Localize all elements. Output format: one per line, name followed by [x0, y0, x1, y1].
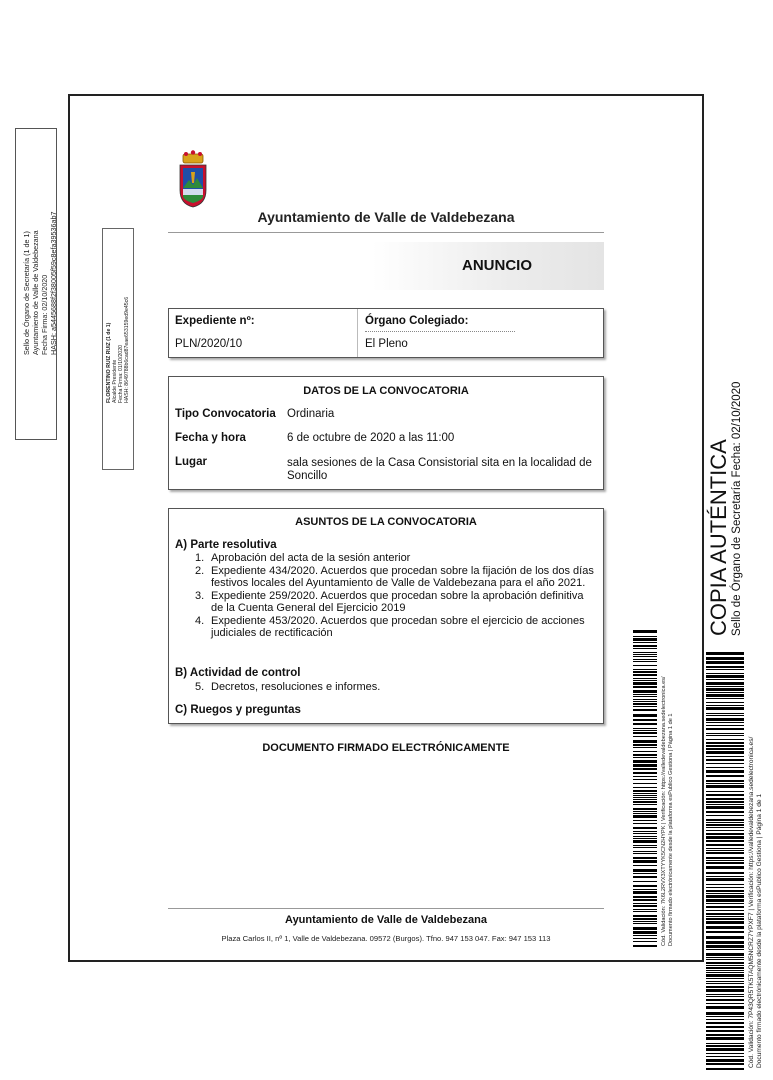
- signature-text: [106, 297, 130, 403]
- title-divider: [168, 232, 604, 233]
- barcode-bar: [706, 1026, 744, 1028]
- barcode-bar: [706, 836, 744, 839]
- barcode-bar: [633, 699, 657, 700]
- barcode-bar: [706, 1043, 744, 1044]
- barcode-bar: [706, 735, 744, 736]
- section-b-list: [195, 681, 595, 694]
- barcode-bar: [706, 876, 744, 877]
- barcode-bar: [706, 866, 744, 869]
- barcode-bar: [706, 751, 744, 754]
- barcode-bar: [633, 823, 657, 824]
- agenda-item-text: Expediente 453/2020. Acuerdos que procedan sobre el ejercicio de acciones judiciales de rectificación: [211, 614, 585, 639]
- barcode-bar: [706, 949, 744, 950]
- barcode-bar: [706, 983, 744, 984]
- barcode-bar: [633, 795, 657, 796]
- barcode-bar: [633, 701, 657, 702]
- barcode-bar: [633, 873, 657, 874]
- barcode-bar: [633, 783, 657, 784]
- barcode-bar: [706, 899, 744, 902]
- outer-validation-text: [748, 737, 764, 1068]
- barcode-bar: [706, 986, 744, 988]
- barcode-bar: [706, 1006, 744, 1009]
- barcode-bar: [706, 996, 744, 997]
- barcode-bar: [633, 903, 657, 904]
- barcode-bar: [633, 654, 657, 655]
- barcode-bar: [706, 815, 744, 816]
- barcode-bar: [633, 645, 657, 647]
- barcode-bar: [706, 872, 744, 874]
- barcode-bar: [706, 694, 744, 697]
- barcode-bar: [633, 804, 657, 805]
- section-a-heading: A) Parte resolutiva: [175, 539, 277, 551]
- barcode-bar: [633, 694, 657, 695]
- agenda-item: [195, 590, 595, 615]
- barcode-bar: [633, 941, 657, 942]
- barcode-bar: [706, 862, 744, 864]
- barcode-bar: [633, 665, 657, 666]
- barcode-bar: [633, 630, 657, 633]
- agenda-item-number: 2.: [195, 564, 205, 577]
- barcode-bar: [706, 1037, 744, 1040]
- barcode-bar: [633, 669, 657, 670]
- barcode-bar: [706, 1034, 744, 1036]
- barcode-bar: [706, 666, 744, 668]
- convocatoria-box: [168, 376, 604, 490]
- barcode-bar: [633, 915, 657, 917]
- barcode-bar: [706, 1063, 744, 1065]
- barcode-bar: [706, 715, 744, 716]
- barcode-bar: [706, 824, 744, 826]
- barcode-bar: [706, 850, 744, 851]
- barcode-bar: [706, 686, 744, 687]
- barcode-bar: [706, 999, 744, 1001]
- barcode-bar: [706, 1053, 744, 1054]
- barcode-bar: [706, 848, 744, 849]
- barcode-bar: [706, 941, 744, 944]
- barcode-bar: [633, 836, 657, 837]
- barcode-bar: [633, 820, 657, 821]
- barcode-bar: [706, 945, 744, 948]
- barcode-bar: [706, 770, 744, 773]
- left-seal-box: [15, 128, 57, 440]
- barcode-bar: [633, 938, 657, 939]
- barcode-bar: [706, 1048, 744, 1051]
- agenda-item-number: 4.: [195, 614, 205, 627]
- barcode-bar: [706, 1012, 744, 1015]
- barcode-bar: [633, 680, 657, 681]
- agenda-item-text: Expediente 259/2020. Acuerdos que procedan sobre la aprobación definitiva de la Cuenta General del Ejercicio 2019: [211, 589, 584, 614]
- barcode-bar: [706, 763, 744, 764]
- barcode-bar: [706, 745, 744, 747]
- barcode-bar: [706, 756, 744, 757]
- lugar-value: sala sesiones de la Casa Consistorial sita en la localidad de Soncillo: [287, 457, 592, 482]
- signature-stamp: [102, 228, 134, 470]
- barcode-bar: [706, 661, 744, 664]
- fecha-value: 6 de octubre de 2020 a las 11:00: [287, 432, 455, 444]
- barcode-bar: [706, 1022, 744, 1024]
- barcode-bar: [633, 840, 657, 843]
- barcode-bar: [706, 742, 744, 744]
- barcode-bar: [706, 970, 744, 971]
- barcode-bar: [706, 957, 744, 958]
- barcode-bar: [633, 648, 657, 649]
- barcode-bar: [633, 678, 657, 679]
- barcode-bar: [706, 652, 744, 655]
- barcode-bar: [633, 696, 657, 697]
- barcode-bar: [706, 722, 744, 723]
- barcode-bar: [706, 705, 744, 706]
- outer-barcode: [706, 652, 744, 1072]
- barcode-bar: [706, 682, 744, 685]
- barcode-bar: [706, 748, 744, 750]
- barcode-bar: [633, 899, 657, 901]
- barcode-bar: [633, 682, 657, 685]
- barcode-bar: [706, 1016, 744, 1017]
- barcode-bar: [633, 730, 657, 731]
- barcode-bar: [633, 927, 657, 930]
- barcode-bar: [706, 692, 744, 693]
- expediente-column-divider: [357, 309, 358, 357]
- barcode-bar: [706, 852, 744, 854]
- barcode-bar: [633, 945, 657, 947]
- agenda-item: [195, 565, 595, 590]
- agenda-item: [195, 681, 595, 694]
- barcode-bar: [706, 890, 744, 892]
- barcode-bar: [633, 723, 657, 725]
- copia-seal-date: Sello de Órgano de Secretaría Fecha: 02/10/2020: [731, 381, 743, 636]
- barcode-bar: [633, 923, 657, 924]
- coat-of-arms-logo: [177, 150, 209, 208]
- tipo-label: Tipo Convocatoria: [175, 408, 276, 420]
- organo-label: Órgano Colegiado:: [365, 315, 469, 327]
- barcode-bar: [706, 893, 744, 894]
- barcode-bar: [633, 757, 657, 758]
- barcode-bar: [706, 791, 744, 792]
- expediente-value: PLN/2020/10: [175, 338, 243, 350]
- barcode-bar: [706, 840, 744, 842]
- outer-validation-line: Cód. Validación: 7P43QR5TK5TAQM5NCRZ7YPXF7 | Verificación: https://valledevaldebezana.sedelectronica.es/: [748, 736, 755, 1068]
- asuntos-title: ASUNTOS DE LA CONVOCATORIA: [295, 516, 477, 528]
- barcode-bar: [633, 799, 657, 800]
- barcode-bar: [706, 679, 744, 680]
- barcode-bar: [633, 779, 657, 780]
- agenda-item-text: Aprobación del acta de la sesión anterior: [211, 552, 411, 564]
- barcode-bar: [706, 806, 744, 809]
- barcode-bar: [706, 1059, 744, 1062]
- barcode-bar: [633, 847, 657, 848]
- barcode-bar: [706, 759, 744, 761]
- barcode-bar: [633, 740, 657, 743]
- barcode-bar: [706, 728, 744, 730]
- barcode-bar: [633, 838, 657, 839]
- barcode-bar: [706, 830, 744, 831]
- barcode-bar: [706, 804, 744, 805]
- barcode-bar: [633, 833, 657, 834]
- copia-autentica-title: COPIA AUTÉNTICA: [706, 439, 731, 636]
- barcode-bar: [706, 785, 744, 788]
- barcode-bar: [706, 794, 744, 796]
- barcode-bar: [633, 719, 657, 721]
- barcode-bar: [706, 673, 744, 674]
- barcode-bar: [633, 921, 657, 922]
- barcode-bar: [633, 865, 657, 866]
- barcode-bar: [633, 827, 657, 829]
- barcode-bar: [706, 675, 744, 678]
- barcode-bar: [633, 747, 657, 748]
- barcode-bar: [706, 959, 744, 960]
- agenda-item: [195, 552, 595, 565]
- barcode-bar: [633, 661, 657, 662]
- barcode-bar: [633, 881, 657, 882]
- expediente-box: [168, 308, 604, 358]
- barcode-bar: [633, 760, 657, 763]
- barcode-bar: [706, 921, 744, 924]
- barcode-bar: [633, 860, 657, 863]
- agenda-item-number: 1.: [195, 552, 205, 564]
- barcode-bar: [706, 913, 744, 915]
- inner-barcode: [633, 630, 657, 948]
- barcode-bar: [633, 885, 657, 887]
- barcode-bar: [706, 918, 744, 921]
- barcode-bar: [706, 989, 744, 992]
- barcode-bar: [633, 935, 657, 936]
- agenda-item-text: Expediente 434/2020. Acuerdos que procedan sobre la fijación de los dos días festivos locales del Ayuntamiento de Valle de Valdebezana para el año 2021.: [211, 564, 594, 589]
- barcode-bar: [633, 638, 657, 641]
- barcode-bar: [706, 1056, 744, 1057]
- barcode-bar: [706, 801, 744, 803]
- signature-line: HASH: 8649788b6cad87eae653159ed9e45c6: [124, 296, 130, 403]
- agenda-item-number: 3.: [195, 589, 205, 602]
- barcode-bar: [633, 891, 657, 894]
- barcode-bar: [706, 767, 744, 768]
- barcode-bar: [633, 793, 657, 794]
- barcode-bar: [706, 887, 744, 888]
- barcode-bar: [633, 686, 657, 688]
- section-c-heading: C) Ruegos y preguntas: [175, 704, 301, 716]
- barcode-bar: [706, 718, 744, 721]
- barcode-bar: [706, 713, 744, 714]
- section-a-list: [195, 552, 595, 640]
- barcode-bar: [706, 926, 744, 929]
- signature-line: Fecha Firma: 01/10/2020: [118, 345, 124, 403]
- barcode-bar: [633, 754, 657, 756]
- inner-validation-text: [661, 676, 675, 946]
- convocatoria-title: DATOS DE LA CONVOCATORIA: [303, 385, 469, 397]
- barcode-bar: [633, 636, 657, 637]
- barcode-bar: [633, 709, 657, 711]
- footer-address: Plaza Carlos II, nº 1, Valle de Valdebezana. 09572 (Burgos). Tfno. 947 153 047. Fax: 947 153 113: [221, 934, 551, 943]
- barcode-bar: [706, 1045, 744, 1047]
- agenda-item-text: Decretos, resoluciones e informes.: [211, 681, 381, 693]
- barcode-bar: [706, 981, 744, 982]
- barcode-bar: [706, 669, 744, 670]
- barcode-bar: [633, 857, 657, 859]
- footer-entity-name: Ayuntamiento de Valle de Valdebezana: [285, 914, 487, 926]
- barcode-bar: [633, 889, 657, 890]
- agenda-item: [195, 615, 595, 640]
- tipo-value: Ordinaria: [287, 408, 335, 420]
- left-seal-line: Sello de Órgano de Secretaría (1 de 1): [22, 231, 31, 355]
- barcode-bar: [633, 714, 657, 717]
- barcode-bar: [633, 845, 657, 846]
- barcode-bar: [706, 822, 744, 823]
- barcode-bar: [706, 994, 744, 995]
- barcode-bar: [706, 903, 744, 904]
- barcode-bar: [706, 811, 744, 813]
- barcode-bar: [633, 811, 657, 812]
- barcode-bar: [706, 1019, 744, 1020]
- barcode-bar: [706, 725, 744, 726]
- barcode-bar: [706, 780, 744, 782]
- inner-validation-line: Cód. Validación: 7K6L2RVX3XTYYK5CN2HYPK | Verificación: https://valledevaldebezana.sedelectronica.es/: [661, 676, 667, 946]
- barcode-bar: [633, 905, 657, 907]
- barcode-bar: [706, 833, 744, 835]
- barcode-bar: [706, 895, 744, 898]
- barcode-bar: [633, 911, 657, 912]
- barcode-bar: [633, 732, 657, 734]
- inner-validation-line: Documento firmado electrónicamente desde la plataforma esPublico Gestiona | Página 1 de 1: [668, 713, 674, 946]
- barcode-bar: [633, 797, 657, 798]
- barcode-bar: [633, 706, 657, 707]
- barcode-bar: [706, 688, 744, 691]
- barcode-bar: [706, 1003, 744, 1004]
- barcode-bar: [633, 744, 657, 746]
- fecha-label: Fecha y hora: [175, 432, 246, 444]
- asuntos-box: [168, 508, 604, 724]
- barcode-bar: [706, 936, 744, 939]
- barcode-bar: [633, 728, 657, 729]
- left-seal-line: Fecha Firma: 02/10/2020: [40, 274, 49, 355]
- barcode-bar: [706, 775, 744, 777]
- signature-line: Alcalde Presidente: [112, 359, 118, 403]
- barcode-bar: [706, 962, 744, 964]
- left-seal-text: [22, 212, 58, 355]
- barcode-bar: [706, 931, 744, 933]
- barcode-bar: [633, 642, 657, 643]
- barcode-bar: [633, 813, 657, 814]
- organo-value: El Pleno: [365, 338, 408, 350]
- barcode-bar: [706, 844, 744, 846]
- barcode-bar: [633, 853, 657, 854]
- barcode-bar: [633, 772, 657, 774]
- barcode-bar: [706, 953, 744, 956]
- barcode-bar: [706, 978, 744, 979]
- barcode-bar: [706, 916, 744, 917]
- barcode-bar: [633, 831, 657, 832]
- barcode-bar: [633, 776, 657, 777]
- left-seal-line: HASH: a5445688f2f38005f59c8efa39536ab7: [49, 211, 58, 355]
- barcode-bar: [706, 974, 744, 977]
- barcode-bar: [706, 1068, 744, 1070]
- footer-divider: [168, 908, 604, 909]
- barcode-bar: [633, 690, 657, 693]
- signature-line: FLORENTINO RUIZ RUIZ (1 de 1): [106, 322, 112, 403]
- barcode-bar: [706, 906, 744, 908]
- barcode-bar: [633, 869, 657, 872]
- barcode-bar: [633, 674, 657, 676]
- barcode-bar: [706, 857, 744, 859]
- section-b-heading: B) Actividad de control: [175, 667, 301, 679]
- barcode-bar: [633, 652, 657, 653]
- barcode-bar: [633, 918, 657, 920]
- barcode-bar: [706, 702, 744, 703]
- barcode-bar: [706, 819, 744, 821]
- barcode-bar: [706, 798, 744, 800]
- barcode-bar: [633, 851, 657, 852]
- barcode-bar: [706, 860, 744, 861]
- barcode-bar: [706, 967, 744, 969]
- barcode-bar: [633, 659, 657, 660]
- barcode-bar: [633, 703, 657, 705]
- barcode-bar: [633, 790, 657, 792]
- barcode-bar: [633, 751, 657, 752]
- agenda-item-number: 5.: [195, 681, 205, 693]
- barcode-bar: [633, 764, 657, 767]
- barcode-bar: [706, 733, 744, 735]
- barcode-bar: [706, 884, 744, 885]
- barcode-bar: [706, 1030, 744, 1032]
- signed-notice: DOCUMENTO FIRMADO ELECTRÓNICAMENTE: [262, 742, 510, 754]
- barcode-bar: [633, 931, 657, 934]
- barcode-bar: [706, 739, 744, 740]
- barcode-bar: [633, 815, 657, 818]
- lugar-label: Lugar: [175, 456, 207, 468]
- barcode-bar: [633, 671, 657, 673]
- barcode-bar: [633, 876, 657, 878]
- barcode-bar: [633, 909, 657, 910]
- barcode-bar: [633, 801, 657, 803]
- outer-validation-line: Documento firmado electrónicamente desde la plataforma esPublico Gestiona | Página 1 de 1: [756, 793, 763, 1068]
- entity-title: Ayuntamiento de Valle de Valdebezana: [257, 209, 515, 225]
- barcode-bar: [633, 768, 657, 770]
- barcode-bar: [706, 827, 744, 828]
- left-seal-line: Ayuntamiento de Valle de Valdebezana: [31, 230, 40, 355]
- barcode-bar: [706, 965, 744, 966]
- barcode-bar: [633, 808, 657, 810]
- organo-underline: [365, 331, 515, 332]
- barcode-bar: [706, 972, 744, 973]
- expediente-label: Expediente nº:: [175, 315, 255, 327]
- document-type-title: ANUNCIO: [462, 257, 532, 274]
- barcode-bar: [706, 657, 744, 660]
- barcode-bar: [706, 910, 744, 911]
- barcode-bar: [633, 736, 657, 737]
- barcode-bar: [633, 787, 657, 788]
- barcode-bar: [706, 698, 744, 699]
- barcode-bar: [633, 896, 657, 898]
- barcode-bar: [706, 783, 744, 784]
- barcode-bar: [633, 656, 657, 657]
- barcode-bar: [706, 707, 744, 710]
- barcode-bar: [706, 878, 744, 881]
